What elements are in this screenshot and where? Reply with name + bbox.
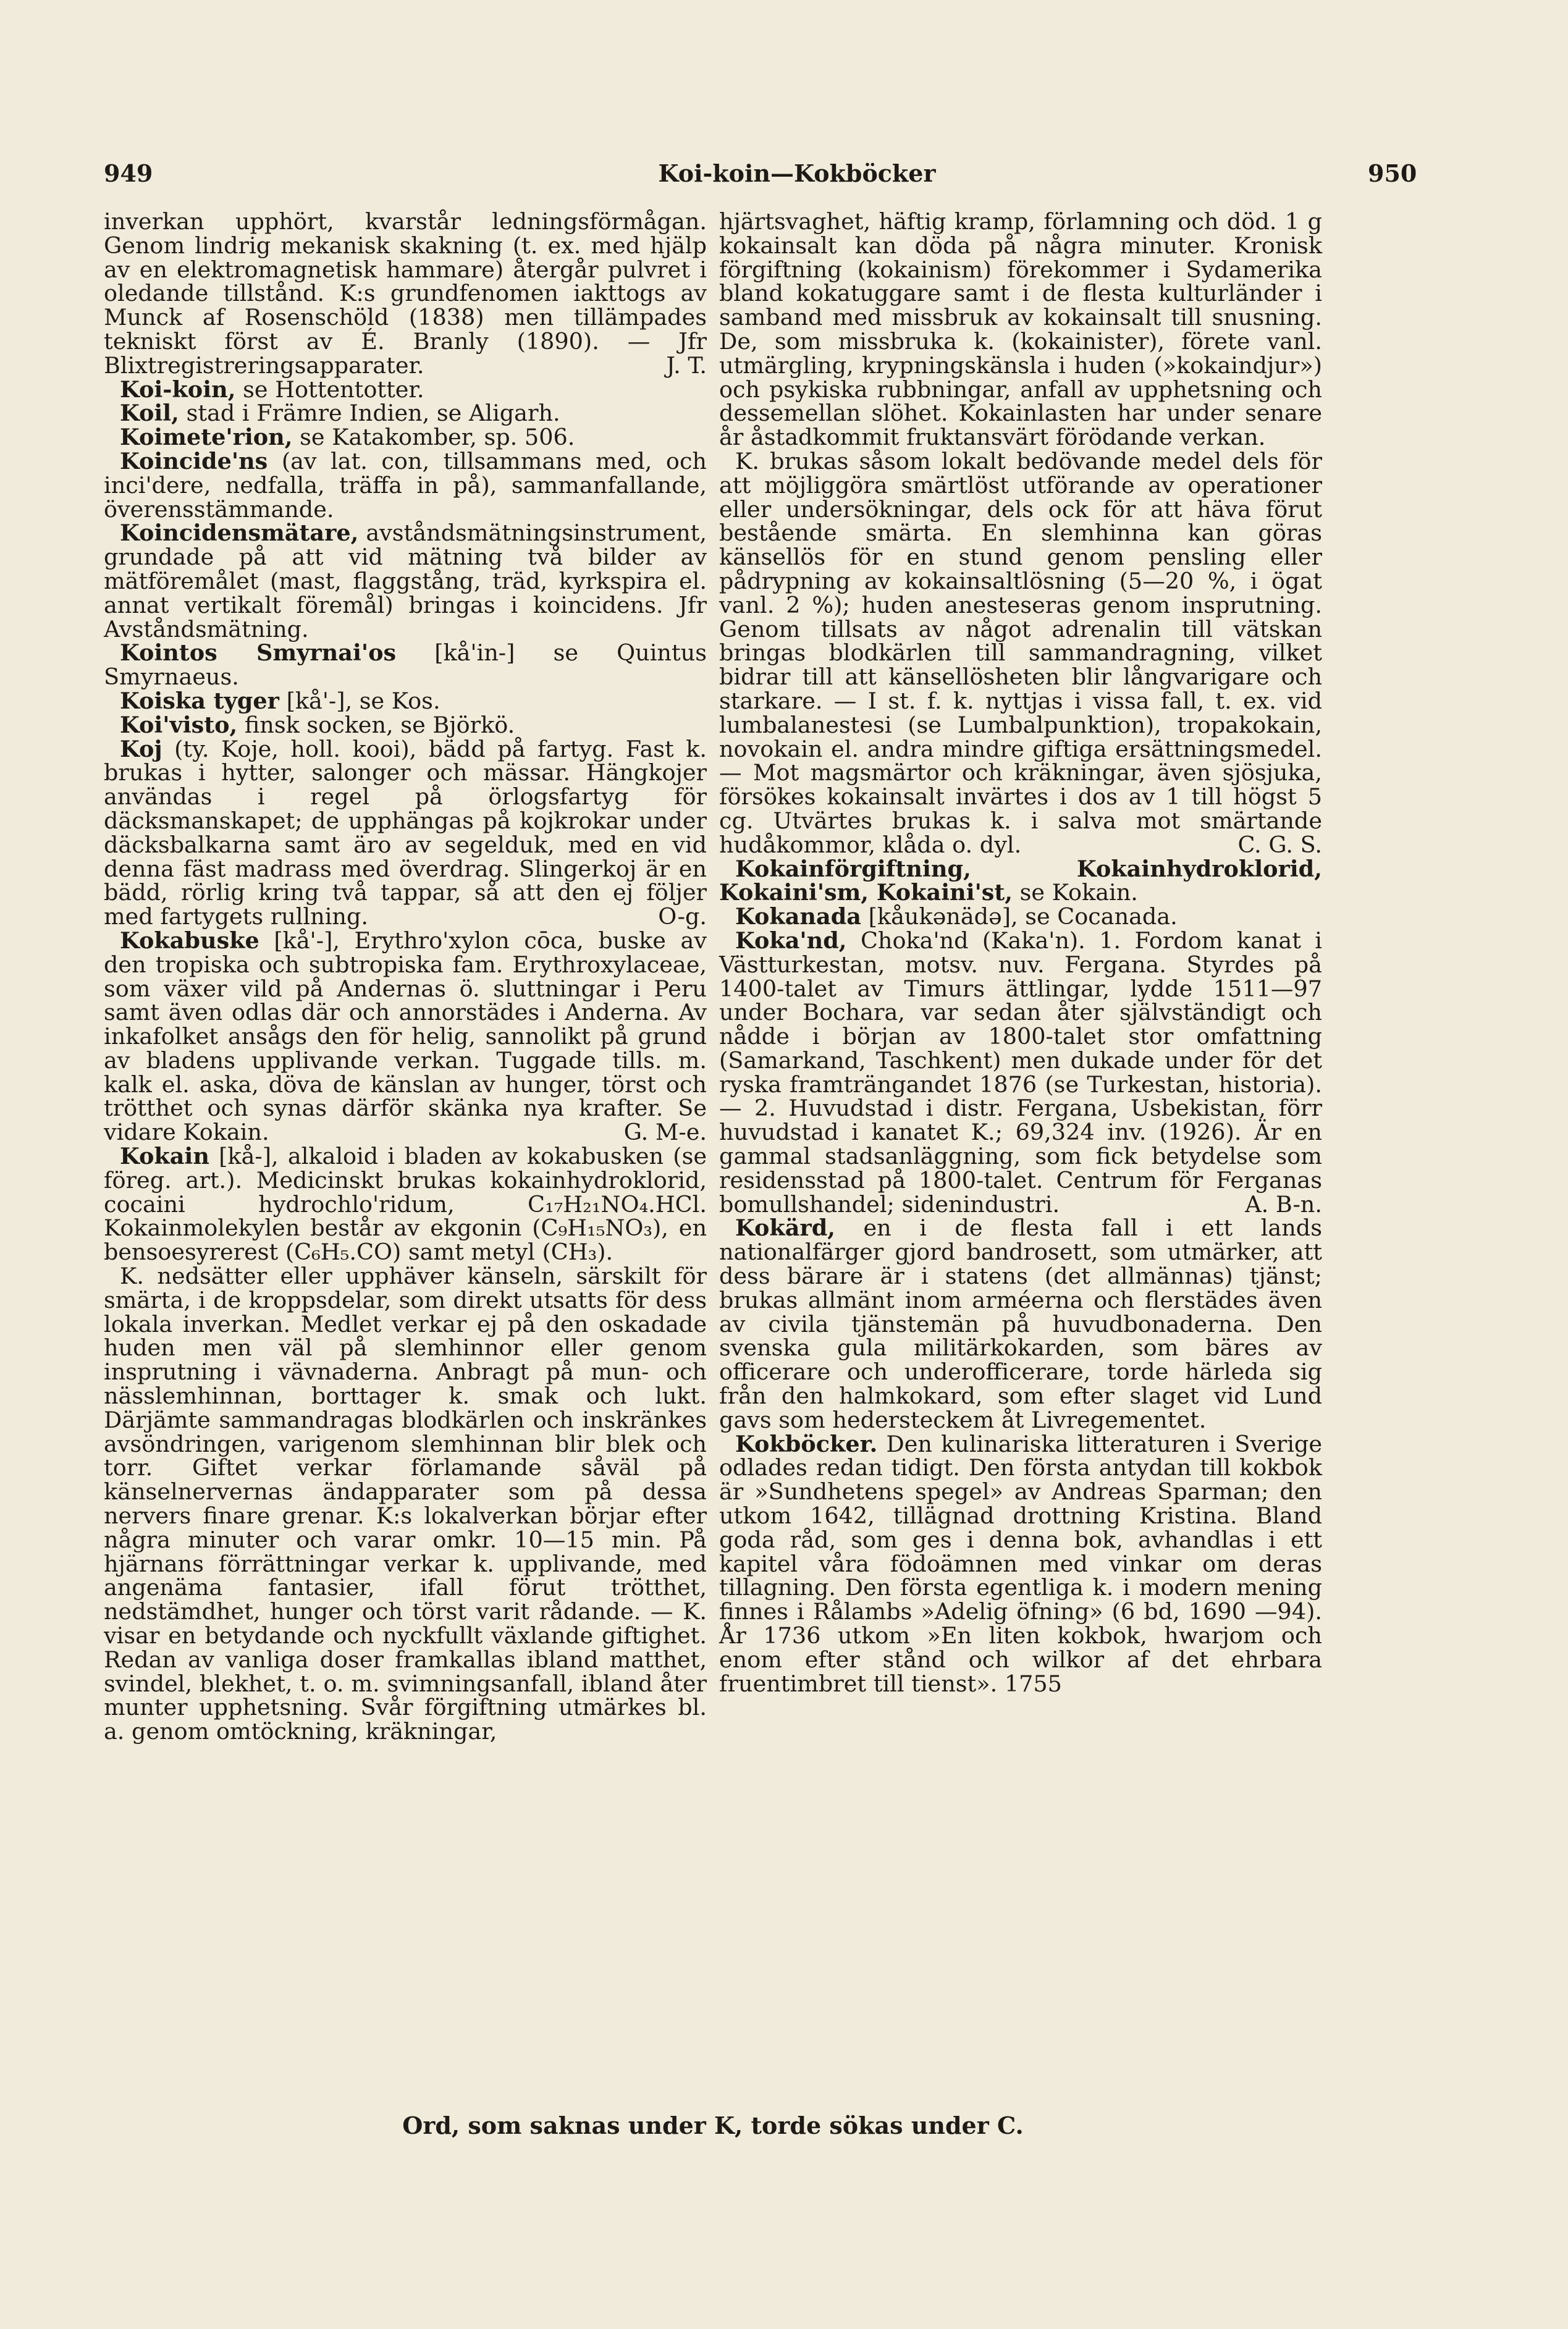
dictionary-entry: [719, 1216, 1322, 1432]
entry-text: (ty. Koje, holl. kooi), bädd på fartyg. Fast k. brukas i hytter, salonger och mässar. Hängkojer användas i regel på örlogsfartyg för däcksmanskapet; de upphängas på kojkrokar under däcksbalkarna samt äro av segelduk, med en vid denna fäst madrass med överdrag. Slingerkoj är en bädd, rörlig kring två tappar, så att den ej följer med fartygets rullning.: [104, 735, 707, 930]
entry-headword: Koka'nd,: [735, 927, 847, 954]
dictionary-entry: [104, 426, 707, 450]
page-number-right: 950: [1368, 159, 1417, 187]
footer-note: Ord, som saknas under K, torde sökas under C.: [402, 2112, 1024, 2139]
entry-text: Choka'nd (Kaka'n). 1. Fordom kanat i Västturkestan, motsv. nuv. Fergana. Styrdes på 1400-talet av Timurs ättlingar, lydde 1511—97 under Bochara, var sedan åter självständigt och nådde i början av 1800-talet stor omfattning (Samarkand, Taschkent) men dukade under för det ryska framträngandet 1876 (se Turkestan, historia). — 2. Huvudstad i distr. Fergana, Usbekistan, förr huvudstad i kanatet K.; 69,324 inv. (1926). Är en gammal stadsanläggning, som fick betydelse som residensstad på 1800-talet. Centrum för Ferganas bomullshandel; sidenindustri.: [719, 927, 1322, 1218]
dictionary-entry: [719, 905, 1322, 929]
dictionary-entry: [719, 857, 1322, 906]
dictionary-entry: [104, 521, 707, 641]
entry-headword: Kokainförgiftning, Kokainhydroklorid, Kokaini'sm, Kokaini'st,: [719, 855, 1322, 906]
entry-text: finsk socken, se Björkö.: [244, 711, 515, 738]
author-signature: A. B-n.: [1245, 1190, 1322, 1218]
entry-headword: Koimete'rion,: [120, 424, 293, 451]
entry-text: [kå'in-] se Quintus Smyrnaeus.: [104, 639, 707, 691]
entry-headword: Koincidensmätare,: [120, 520, 359, 547]
entry-text: K. nedsätter eller upphäver känseln, särskilt för smärta, i de kroppsdelar, som direkt utsatts för dess lokala inverkan. Medlet verkar ej på den oskadade huden men väl på slemhinnor eller genom insprutning i vävnaderna. Anbragt på mun- och nässlemhinnan, borttager k. smak och lukt. Därjämte sammandragas blodkärlen och inskränkes avsöndringen, varigenom slemhinnan blir blek och torr. Giftet verkar förlamande såväl på känselnervernas ändapparater som på dessa nervers finare grenar. K:s lokalverkan börjar efter några minuter och varar omkr. 10—15 min. På hjärnans förrättningar verkar k. upplivande, med angenäma fantasier, ifall förut trötthet, nedstämdhet, hunger och törst varit rådande. — K. visar en betydande och nyckfullt växlande giftighet. Redan av vanliga doser framkallas ibland matthet, svindel, blekhet, t. o. m. svimningsanfall, ibland åter munter upphetsning. Svår förgiftning utmärkes bl. a. genom omtöckning, kräkningar,: [104, 1263, 707, 1745]
entry-text: inverkan upphört, kvarstår ledningsförmågan. Genom lindrig mekanisk skakning (t. ex. med hjälp av en elektromagnetisk hammare) återgår pulvret i oledande tillstånd. K:s grundfenomen iakttogs av Munck af Rosenschöld (1838) men tillämpades tekniskt först av É. Branly (1890). — Jfr Blixtregistreringsapparater.: [104, 208, 707, 379]
entry-headword: Kokain: [120, 1143, 209, 1170]
entry-headword: Koi-koin,: [120, 376, 236, 403]
entry-headword: Kokanada: [735, 903, 862, 930]
dictionary-entry: [104, 641, 707, 689]
entry-headword: Kointos Smyrnai'os: [120, 639, 397, 667]
entry-headword: Koil,: [120, 400, 179, 427]
dictionary-entry: [104, 210, 707, 378]
entry-headword: Koi'visto,: [120, 711, 238, 738]
right-column: [719, 210, 1322, 1696]
entry-text: K. brukas såsom lokalt bedövande medel dels för att möjliggöra smärtlöst utförande av operationer eller undersökningar, dels ock för att häva förut bestående smärta. En slemhinna kan göras känsellös för en stund genom pensling eller pådrypning av kokainsaltlösning (5—20 %, i ögat vanl. 2 %); huden anesteseras genom insprutning. Genom tillsats av något adrenalin till vätskan bringas blodkärlen till sammandragning, vilket bidrar till att känsellösheten blir långvarigare och starkare. — I st. f. k. nyttjas i vissa fall, t. ex. vid lumbalanestesi (se Lumbalpunktion), tropakokain, novokain el. andra mindre giftiga ersättningsmedel. — Mot magsmärtor och kräkningar, även sjösjuka, försökes kokainsalt invärtes i dos av 1 till högst 5 cg. Utvärtes brukas k. i salva mot smärtande hudåkommor, klåda o. dyl.: [719, 447, 1322, 858]
entry-text: [kå'-], se Kos.: [286, 687, 440, 714]
entry-text: avståndsmätningsinstrument, grundade på att vid mätning två bilder av mätföremålet (mast, flaggstång, träd, kyrkspira el. annat vertikalt föremål) bringas i koincidens. Jfr Avståndsmätning.: [104, 520, 707, 642]
entry-text: se Kokain.: [1019, 879, 1138, 906]
entry-headword: Kokärd,: [735, 1215, 836, 1242]
entry-text: [kå'-], Erythro'xylon cōca, buske av den tropiska och subtropiska fam. Erythroxylaceae, som växer vild på Andernas ö. sluttningar i Peru samt även odlas där och annorstädes i Anderna. Av inkafolket ansågs den för helig, sannolikt på grund av bladens upplivande verkan. Tuggade tills. m. kalk el. aska, döva de känslan av hunger, törst och trötthet och synas därför skänka nya krafter. Se vidare Kokain.: [104, 927, 707, 1146]
author-signature: O-g.: [658, 903, 707, 930]
entry-text: hjärtsvaghet, häftig kramp, förlamning och död. 1 g kokainsalt kan döda på några minuter. Kronisk förgiftning (kokainism) förekommer i Sydamerika bland kokatuggare samt i de flesta kulturländer i samband med missbruk av kokainsalt till snusning. De, som missbruka k. (kokainister), förete vanl. utmärgling, krypningskänsla i huden (»kokaindjur») och psykiska rubbningar, anfall av upphetsning och dessemellan slöhet. Kokainlasten har under senare år åstadkommit fruktansvärt förödande verkan.: [719, 208, 1322, 451]
dictionary-entry: [719, 447, 1322, 858]
dictionary-entry: [104, 929, 707, 1145]
author-signature: G. M-e.: [623, 1119, 707, 1146]
entry-text: se Katakomber, sp. 506.: [300, 424, 575, 451]
dictionary-entry: [104, 447, 707, 523]
dictionary-entry: [104, 378, 707, 402]
dictionary-entry: [719, 1430, 1322, 1697]
running-head: Koi-koin—Kokböcker: [658, 159, 936, 187]
dictionary-entry: [104, 735, 707, 930]
left-column: [104, 210, 707, 1744]
entry-headword: Koj: [120, 735, 162, 762]
entry-headword: Kokabuske: [120, 927, 259, 954]
entry-text: Den kulinariska litteraturen i Sverige odlades redan tidigt. Den första antydan till kokbok är »Sundhetens spegel» av Andreas Sparman; den utkom 1642, tillägnad drottning Kristina. Bland goda råd, som ges i denna bok, avhandlas i ett kapitel våra födoämnen med vinkar om deras tillagning. Den första egentliga k. i modern mening finnes i Rålambs »Adelig öfning» (6 bd, 1690 —94). År 1736 utkom »En liten kokbok, hwarjom och enom efter stånd och wilkor af det ehrbara fruentimbret till tienst». 1755: [719, 1430, 1322, 1697]
author-signature: C. G. S.: [1237, 831, 1322, 858]
entry-text: (av lat. con, tillsammans med, och inci'dere, nedfalla, träffa in på), sammanfallande, överensstämmande.: [104, 447, 707, 523]
dictionary-entry: [719, 929, 1322, 1217]
author-signature: J. T.: [666, 352, 707, 379]
entry-headword: Koincide'ns: [120, 447, 268, 474]
dictionary-entry: [104, 689, 707, 714]
entry-headword: Kokböcker.: [735, 1430, 878, 1457]
dictionary-entry: [104, 711, 707, 738]
entry-text: [kå-], alkaloid i bladen av kokabusken (se föreg. art.). Medicinskt brukas kokainhydroklorid, cocaini hydrochlo'ridum, C₁₇H₂₁NO₄.HCl. Kokainmolekylen består av ekgonin (C₉H₁₅NO₃), en bensoesyrerest (C₆H₅.CO) samt metyl (CH₃).: [104, 1143, 707, 1266]
dictionary-entry: [104, 402, 707, 426]
entry-text: [kåukənädə], se Cocanada.: [868, 903, 1178, 930]
page-number-left: 949: [104, 159, 153, 187]
entry-headword: Koiska tyger: [120, 687, 279, 714]
entry-text: en i de flesta fall i ett lands nationalfärger gjord bandrosett, som utmärker, att dess bärare är i statens (det allmännas) tjänst; brukas allmänt inom arméerna och flerstädes även av civila tjänstemän på huvudbonaderna. Den svenska gula militärkokarden, som bäres av officerare och underofficerare, torde härleda sig från den halmkokard, som efter slaget vid Lund gavs som hedersteckem åt Livregementet.: [719, 1215, 1322, 1433]
entry-text: stad i Främre Indien, se Aligarh.: [186, 400, 560, 427]
entry-text: se Hottentotter.: [243, 376, 424, 403]
dictionary-entry: [719, 210, 1322, 450]
dictionary-entry: [104, 1145, 707, 1265]
dictionary-entry: [104, 1265, 707, 1744]
